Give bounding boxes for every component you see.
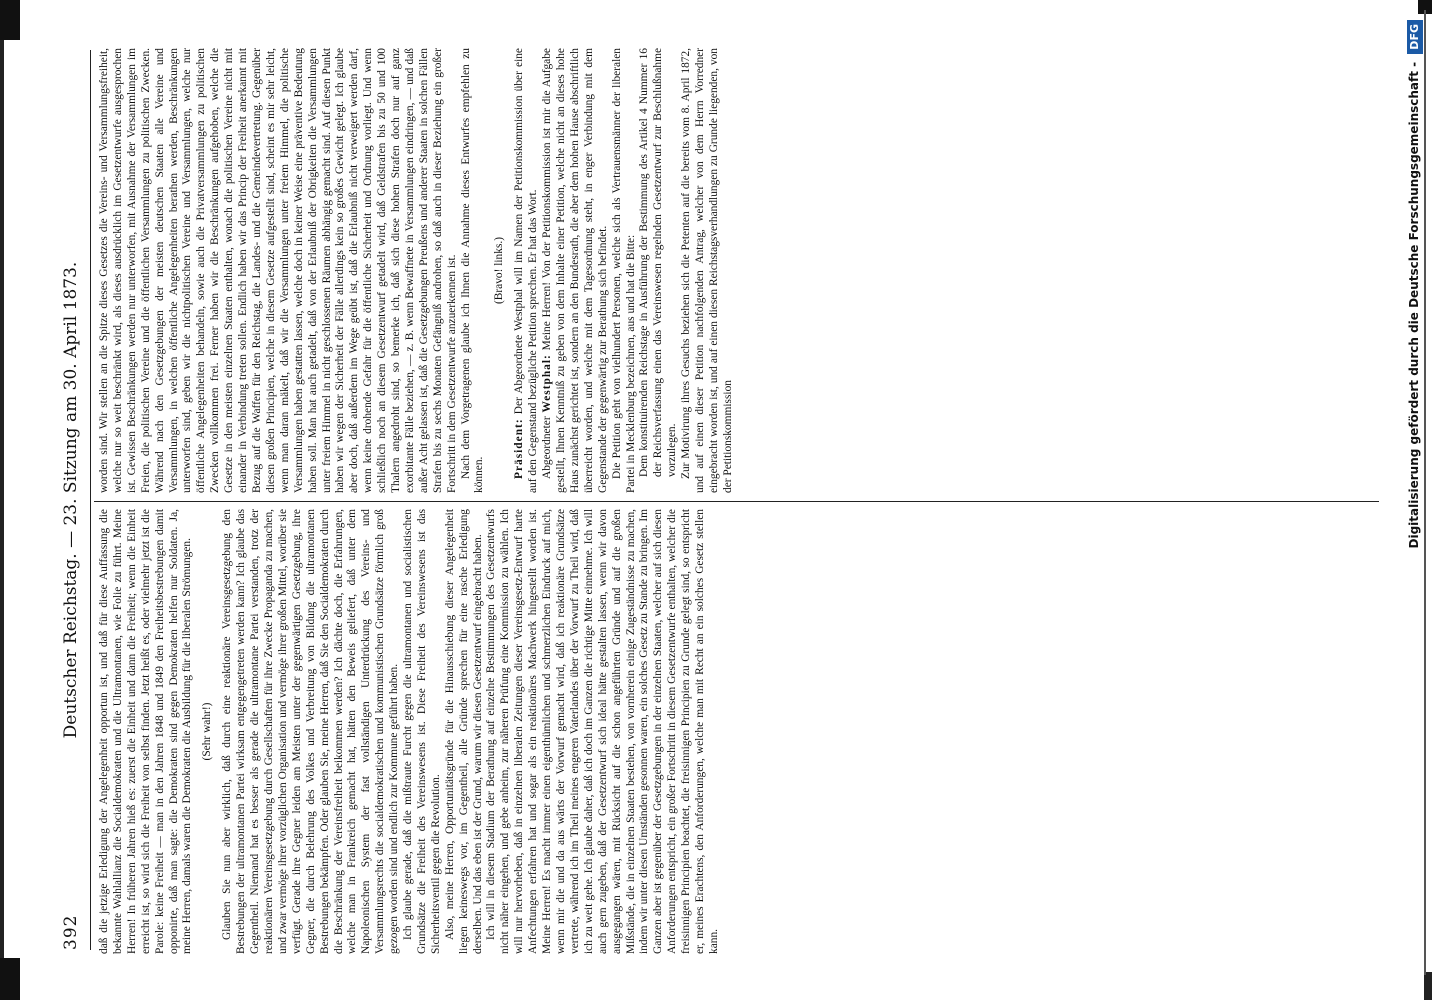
scan-edge <box>0 40 4 958</box>
left-column <box>98 509 1379 954</box>
president-paragraph <box>513 48 541 493</box>
rotated-page <box>50 40 1385 960</box>
paragraph: Glauben Sie nun aber wirklich, daß durch eine reaktionäre Vereinsgesetzgebung den Bestrebungen der ultramontanen Partei wirksam entgegengetreten werden kann? Ich glaube das Gegentheil. Niemand hat es besser als gerade die ultramontane Partei verstanden, trotz der reaktionären Vereinsgesetzgebung durch Gesellschaften für ihre Zwecke Propaganda zu machen, und zwar vermöge ihrer vorzüglichen Organisation und vermöge ihrer großen Mittel, worüber sie verfügt. Gerade ihre Gegner leiden am Meisten unter der gegenwärtigen Gesetzgebung, ihre Gegner, die durch Belehrung des Volkes und Verbreitung von Bildung die ultramontanen Bestrebungen bekämpfen. Oder glauben Sie, meine Herren, daß Sie den Socialdemokraten durch die Beschränkung der Vereinsfreiheit beikommen werden? Ich dächte doch, die Erfahrungen, welche man in Frankreich gemacht hat, hätten den Beweis geliefert, daß unter dem Napoleonischen System der fast vollständigen Unterdrückung des Vereins- und Versammlungsrechts die socialdemokratischen und kommunistischen Grundsätze förmlich groß gezogen worden sind und endlich zur Kommune geführt haben. <box>221 509 401 954</box>
interjection: (Bravo! links.) <box>493 236 506 305</box>
paragraph: Nach dem Vorgetragenen glaube ich Ihnen die Annahme dieses Entwurfes empfehlen zu können. <box>459 48 486 493</box>
paragraph: Die Petition geht von vielhundert Personen, welche sich als Vertrauensmänner der liberalen Partei in Mecklenburg bezeichnen, aus und hat die Bitte: <box>610 48 637 493</box>
page-number: 392 <box>61 914 81 950</box>
paragraph: Ich will in diesem Stadium der Berathung auf einzelne Bestimmungen des Gesetzentwurfs nicht näher eingehen, und gebe anheim, zur näheren Prüfung eine Kommission zu wählen. Ich will nur hervorheben, daß in einzelnen liberalen Zeitungen dieser Vereinsgesetz-Entwurf harte Anfechtungen erfahren hat und sogar als ein reaktionäres Machwerk hingestellt worden ist. Meine Herren! Es macht immer einen eigenthümlichen und schmerzlichen Eindruck auf mich, wenn mir die und da aus wärts der Vorwurf gemacht wird, daß ich reaktionäre Grundsätze vertrete, während ich im Theil meines engeren Vaterlandes über der Vorwurf zu Theil wird, daß ich zu weit gehe. Ich glaube daher, daß ich doch im Ganzen die richtige Mitte einnehme. Ich will auch gern zugeben, daß der Gesetzentwurf sich ideal hätte gestalten lassen, wenn wir davon ausgegangen wären, mit Rücksicht auf die schon angeführten Gründe und auf die großen Mißstände, die in einzelnen Staaten bestehen, von vornherein einige Zugeständnisse zu machen, indem wir unter diesen Umständen gesonnen waren, ein solches Gesetz zu Stande zu bringen. Im Ganzen aber ist gegenüber der Gesetzgebungen in der einzelnen Staaten, welcher auf sich diesen Anforderungen entspricht, ein großer Fortschritt in diesem Gesetzentwurfe enthalten, welcher die freisinnigen Principien beachtet, die freisinnigen Principien zu Grunde gelegt sind, so entspricht er, meines Erachtens, den Anforderungen, welche man mit Recht an ein solches Gesetz stellen kann. <box>485 509 720 954</box>
paragraph: Also, meine Herren, Opportunitätsgründe für die Hinausschiebung dieser Angelegenheit liegen keineswegs vor, im Gegentheil, alle Gründe sprechen für eine rasche Erledigung derselben. Und das eben ist der Grund, warum wir diesen Gesetzentwurf eingebracht haben. <box>443 509 484 954</box>
running-title: Deutscher Reichstag. — 23. Sitzung am 30. April 1873. <box>61 261 81 739</box>
dfg-logo: DFG <box>1407 20 1423 54</box>
paragraph: worden sind. Wir stellen an die Spitze dieses Gesetzes die Vereins- und Versammlungsfreiheit, welche nur so weit beschränkt wird, als dieses ausdrücklich im Gesetzentwurfe ausgesprochen ist. Gewissen Beschränkungen werden nur unterworfen, mit Ausnahme der Versammlungen im Freien, die politischen Vereine und die öffentlichen Versammlungen zu politischen Zwecken. Während nach den Gesetzgebungen der meisten deutschen Staaten alle Vereine und Versammlungen, in welchen öffentliche Angelegenheiten berathen werden, Beschränkungen unterworfen sind, geben wir die nichtpolitischen Vereine und Versammlungen, welche nur öffentliche Angelegenheiten behandeln, sowie auch die Privatversammlungen zu politischen Zwecken vollkommen frei. Ferner haben wir die Beschränkungen aufgehoben, welche die Gesetze in den meisten einzelnen Staaten enthalten, wonach die politischen Vereine nicht mit einander in Verbindung treten sollen. Endlich haben wir das Princip der Freiheit anerkannt mit Bezug auf die Waffen für den Reichstag, die Landes- und die Gemeindevertretung. Gegenüber diesen großen Principien, welche in diesem Gesetze aufgestellt sind, scheint es mir sehr leicht, wenn man daran mäkelt, daß wir die Versammlungen unter freiem Himmel, die politische Versammlungen haben gestatten lassen, welche doch in keiner Weise eine präventive Bedeutung haben soll. Man hat auch getadelt, daß von der Erlaubniß der Obrigkeiten die Versammlungen unter freiem Himmel in nicht geschlossenen Räumen abhängig gemacht sind. Auf diesen Punkt haben wir wegen der Sicherheit der Fälle allerdings kein so großes Gewicht gelegt. Ich glaube aber doch, daß außerdem im Wege geübt ist, daß die Erlaubniß nicht verweigert werden darf, wenn keine drohende Gefahr für die öffentliche Sicherheit und Ordnung vorliegt. Und wenn schließlich noch an diesem Gesetzentwurf getadelt wird, daß Geldstrafen bis zu 50 und 100 Thalern angedroht sind, so bemerke ich, daß sich diese hohen Strafen doch nur auf ganz exorbitante Fälle beziehen, — z. B. wenn Bewaffnete in Versammlungen eindringen, — und daß außer Acht gelassen ist, daß die Gesetzgebungen Preußens und anderer Staaten in solchen Fällen Strafen bis zu sechs Monaten Gefängniß androhen, so daß auch in dieser Beziehung ein großer Fortschritt in dem Gesetzentwurfe anzuerkennen ist. <box>98 48 458 493</box>
header-rule <box>90 50 91 950</box>
scan-corner-shadow <box>0 0 20 40</box>
paragraph: daß die jetzige Erledigung der Angelegenheit opportun ist, und daß für diese Auffassung die bekannte Wahlallianz die Socialdemokraten und die Ultramontanen, wie Folie zu führt. Meine Herren! In früheren Jahren hieß es: zuerst die Einheit und dann die Freiheit; wenn die Einheit erreicht ist, so wird sich die Freiheit von selbst finden. Jetzt heißt es, oder vielmehr jetzt ist die Parole: keine Freiheit — man in den Jahren 1848 und 1849 den Freiheitsbestrebungen damit opponirte, daß man sagte: die Demokraten sind gegen Demokraten helfen nur Soldaten. Ja, meine Herren, damals waren die Demokraten die Ausbildung für die liberalen Strömungen. <box>98 509 194 954</box>
petition-quote: Dem konstituirenden Reichstage in Ausführung der Bestimmung des Artikel 4 Nummer 16 der Reichsverfassung einen das Vereinswesen regelnden Gesetzentwurf zur Beschlußnahme vorzulegen. <box>638 48 679 477</box>
speaker-name: Präsident: <box>513 418 526 479</box>
speech-text: Der Abgeordnete Westphal will im Namen der Petitionskommission über eine auf den Gegenstand bezügliche Petition sprechen. Er hat das Wort. <box>513 48 540 493</box>
right-column <box>98 48 1379 493</box>
deputy-paragraph <box>541 48 611 493</box>
paragraph: Zur Motivirung ihres Gesuchs beziehen sich die Petenten auf die bereits vom 8. April 1872, und auf einen dieser Petition nachfolgenden Antrag, welcher von dem Herrn Vorredner eingebracht worden ist, und auf einen diesen Reichstagsverhandlungen zu Grunde liegenden, von der Petitionskommission <box>680 48 734 493</box>
speech-text: Meine Herren! Von der Petitionskommission ist mir die Aufgabe gestellt, Ihnen Kenntniß zu geben von dem Inhalte einer Petition, welche nicht an dieses hohe Haus zunächst gerichtet ist, sondern an den Bundesrath, die aber dem hohen Hause abschriftlich überreicht worden, und welche mit dem Tagesordnung steht, in enger Verbindung mit dem Gegenstande der gegenwärtig zur Berathung sich befindet. <box>541 48 609 493</box>
digitization-credit <box>1402 20 1426 980</box>
interjection: (Sehr wahr!) <box>201 702 214 761</box>
column-divider <box>94 501 1379 502</box>
paragraph: Ich glaube gerade, daß die mißtraute Furcht gegen die ultramontanen und socialistischen Grundsätze die Freiheit des Vereinswesens ist. Diese Freiheit des Vereinswesens ist das Sicherheitsventil gegen die Revolution. <box>402 509 442 954</box>
scan-corner-shadow <box>0 958 20 1000</box>
page-content <box>50 40 1385 960</box>
speaker-title: Abgeordneter <box>541 416 554 479</box>
page-header <box>56 50 86 950</box>
speaker-name: Westphal: <box>541 354 554 413</box>
credit-text: Digitalisierung gefördert durch die Deutsche Forschungsgemeinschaft - <box>1407 61 1421 549</box>
